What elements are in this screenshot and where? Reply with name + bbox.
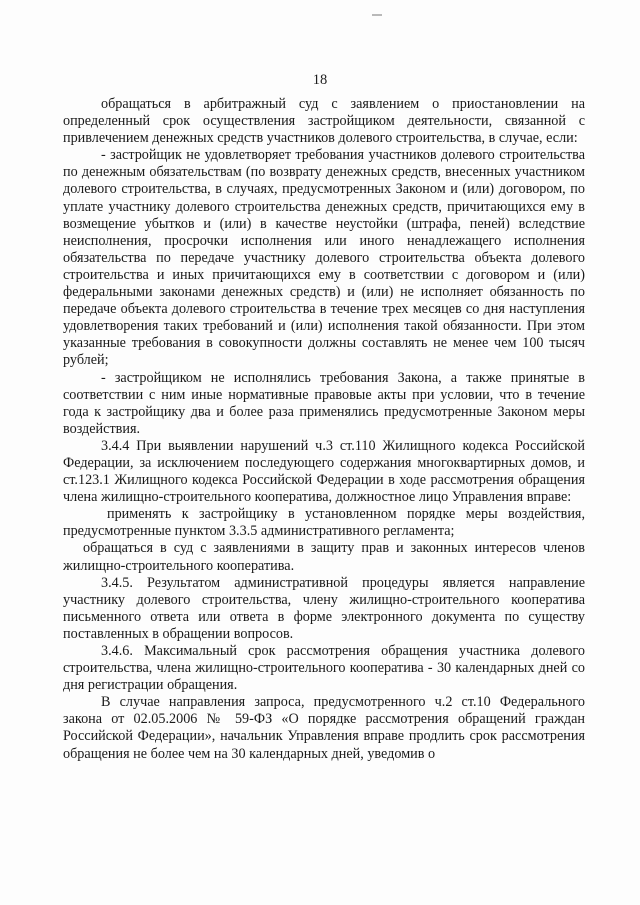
paragraph-condition-law-violation: - застройщиком не исполнялись требования Закона, а также принятые в соответствии с ним иные нормативные правовые акты при условии, что в течение года к застройщику два и более раза применялись предусмотренные Законом меры воздействия. bbox=[63, 369, 585, 437]
scan-artifact bbox=[372, 14, 382, 16]
paragraph-court-claims: обращаться в суд с заявлениями в защиту прав и законных интересов членов жилищно-строительного кооператива. bbox=[63, 540, 585, 574]
paragraph-extension: В случае направления запроса, предусмотренного ч.2 ст.10 Федерального закона от 02.05.2006 № 59-ФЗ «О порядке рассмотрения обращений граждан Российской Федерации», начальник Управления вправе продлить срок рассмотрения обращения не более чем на 30 календарных дней, уведомив о bbox=[63, 694, 585, 762]
paragraph-court-appeal: обращаться в арбитражный суд с заявлением о приостановлении на определенный срок осуществления застройщиком деятельности, связанной с привлечением денежных средств участников долевого строительства, в случае, если: bbox=[63, 96, 585, 147]
paragraph-apply-measures: применять к застройщику в установленном порядке меры воздействия, предусмотренные пунктом 3.3.5 административного регламента; bbox=[63, 506, 585, 540]
paragraph-3-4-4: 3.4.4 При выявлении нарушений ч.3 ст.110 Жилищного кодекса Российской Федерации, за исключением последующего содержания многоквартирных домов, и ст.123.1 Жилищного кодекса Российской Федерации в ходе рассмотрения обращения члена жилищно-строительного кооператива, должностное лицо Управления вправе: bbox=[63, 437, 585, 506]
paragraph-3-4-6: 3.4.6. Максимальный срок рассмотрения обращения участника долевого строительства, члена жилищно-строительного кооператива - 30 календарных дней со дня регистрации обращения. bbox=[63, 643, 585, 694]
paragraph-condition-monetary: - застройщик не удовлетворяет требования участников долевого строительства по денежным обязательствам (по возврату денежных средств, внесенных участником долевого строительства, в случаях, предусмотренных Законом и (или) договором, по уплате участнику долевого строительства денежных средств, причитающихся ему в возмещение убытков и (или) в качестве неустойки (штрафа, пеней) вследствие неисполнения, просрочки исполнения или иного ненадлежащего исполнения обязательства по передаче участнику долевого строительства объекта долевого строительства и иных причитающихся ему в соответствии с договором и (или) федеральными законами денежных средств) и (или) не исполняет обязанность по передаче объекта долевого строительства в течение трех месяцев со дня наступления удовлетворения таких требований и (или) исполнения такой обязанности. При этом указанные требования в совокупности должны составлять не менее чем 100 тысяч рублей; bbox=[63, 147, 585, 369]
page-number: 18 bbox=[312, 72, 328, 88]
paragraph-3-4-5: 3.4.5. Результатом административной процедуры является направление участнику долевого строительства, члену жилищно-строительного кооператива письменного ответа или ответа в форме электронного документа по существу поставленных в обращении вопросов. bbox=[63, 574, 585, 642]
document-body bbox=[63, 96, 585, 763]
